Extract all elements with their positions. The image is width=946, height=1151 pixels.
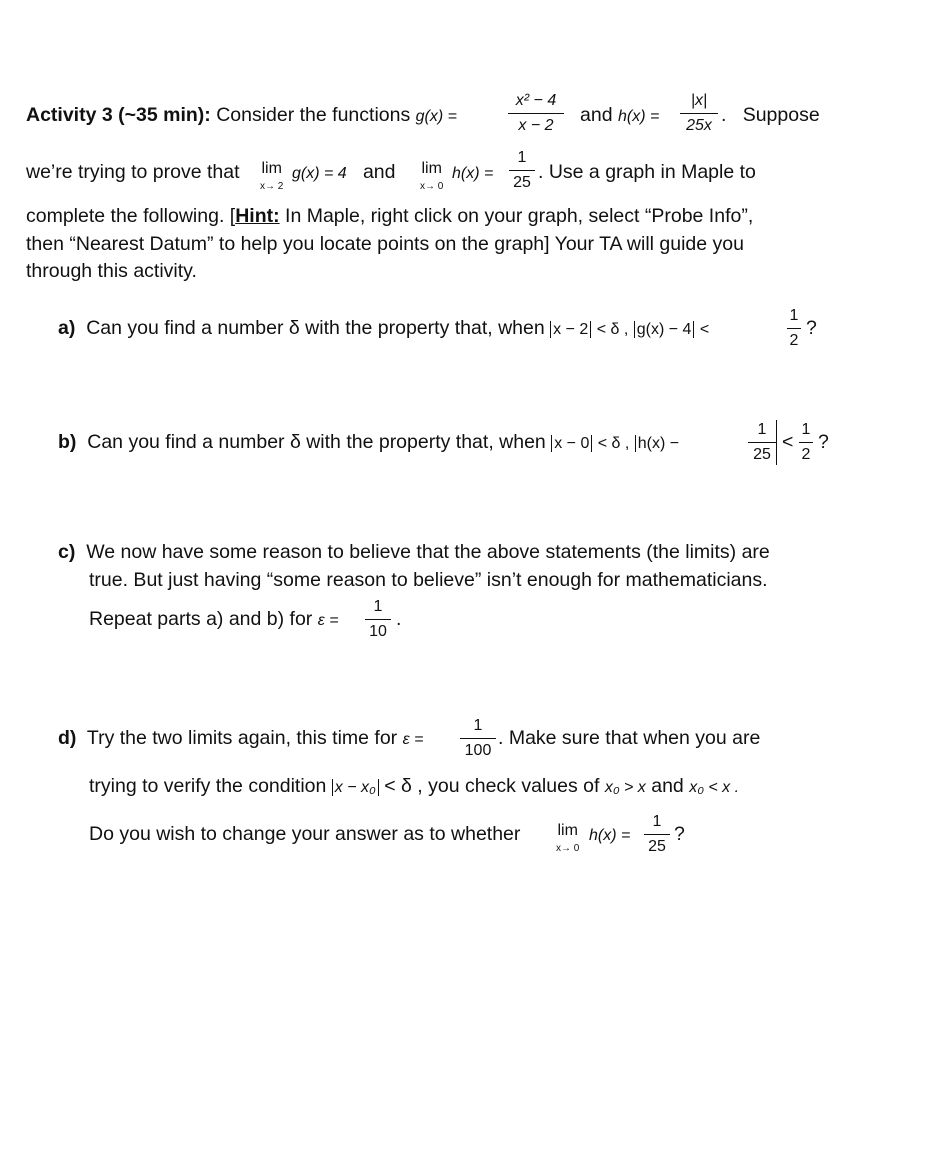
activity-line-2b [538,160,756,184]
part-d-ineq1: x₀ > x [604,779,646,796]
part-a-cond2: g(x) − 4 [634,321,695,338]
part-a-text: Can you find a number δ with the property that, when [86,317,545,339]
part-b-lt2: < [782,431,794,453]
part-b-q: ? [818,431,829,453]
part-d-line1a: Try the two limits again, this time for [86,727,398,749]
part-a-num: 1 [789,307,799,324]
part-b-cond2: h(x) − [635,435,679,452]
line2b: . Use a graph in Maple to [538,161,756,183]
g-fraction [508,91,564,136]
part-d-fraction [460,716,496,761]
part-d-line2a: trying to verify the condition [89,775,327,797]
g-def: g(x) = [415,108,457,125]
lim-g-text: lim [261,160,282,177]
activity-line-5: through this activity. [26,260,197,282]
part-c-label: c) [58,541,76,563]
lim-g-sub: x→ 2 [260,181,284,192]
lim-g-expr-line [292,160,396,186]
part-d-fraction-2 [644,812,670,857]
activity-line-3 [26,204,753,228]
activity-line-1b [580,103,659,129]
lim-h-sub: x→ 0 [420,181,444,192]
part-d-num2: 1 [652,813,662,830]
part-b-num2: 1 [801,421,811,438]
part-c-dot: . [396,608,402,630]
part-c-eps: ε = [317,612,339,629]
lim-h [420,160,443,196]
part-d-line2 [89,774,739,800]
part-d-and: and [651,775,684,797]
line3a: complete the following. [ [26,205,236,227]
part-c-fraction [365,597,391,642]
activity-line-4: then “Nearest Datum” to help you locate points on the graph] Your TA will guide you [26,233,744,255]
activity-line-1 [26,103,457,129]
part-a [58,316,709,342]
part-b-fraction-2 [799,420,813,465]
hint-label: Hint: [235,205,280,227]
g-den: x − 2 [518,117,554,134]
part-b-cond1: x − 0 [551,435,592,452]
part-b-den1: 25 [753,446,771,463]
part-d-cond: x − x₀ [332,779,379,796]
part-d-label: d) [58,727,77,749]
lim-h-num: 1 [517,149,527,166]
activity-line-2 [26,160,240,184]
and-2: and [362,161,396,183]
part-d-lim-sub: x→ 0 [556,843,580,854]
part-c-line3 [89,607,339,633]
part-b-label: b) [58,431,77,453]
part-b-den2: 2 [801,446,811,463]
part-d-line1b: . Make sure that when you are [498,727,761,749]
part-b-num1: 1 [757,421,767,438]
part-d-den: 100 [464,742,492,759]
h-den: 25x [686,117,712,134]
h-num: |x| [690,92,708,109]
suppose-text: Suppose [742,104,820,126]
lim-h-text: lim [421,160,442,177]
line2a: we’re trying to prove that [26,161,240,183]
h-fraction [680,91,718,136]
lim-g [260,160,283,196]
intro-text: Consider the functions [216,104,411,126]
line3b: In Maple, right click on your graph, select “Probe Info”, [279,205,754,227]
activity-heading: Activity 3 (~35 min): [26,104,211,126]
part-d-line3: Do you wish to change your answer as to whether [89,823,521,845]
and-1: and [580,104,613,126]
part-b-fraction-1 [748,420,777,465]
part-a-den: 2 [789,332,799,349]
part-a-cond1: x − 2 [550,321,591,338]
part-d [58,726,423,752]
part-d-lim-expr-text: h(x) = [589,827,631,844]
part-d-lim-text: lim [557,822,578,839]
part-c-line2: true. But just having “some reason to believe” isn’t enough for mathematicians. [89,569,768,591]
part-d-lim-expr [589,822,630,848]
part-a-label: a) [58,317,76,339]
part-a-lt2: < [699,321,710,338]
part-d-num: 1 [473,717,483,734]
part-d-lim [556,822,579,858]
part-c-line3-text: Repeat parts a) and b) for [89,608,313,630]
part-d-line2b: < δ , you check values of [384,775,600,797]
part-a-q: ? [806,317,817,339]
part-c [58,540,770,564]
part-b-text: Can you find a number δ with the property that, when [87,431,546,453]
part-c-line1: We now have some reason to believe that the above statements (the limits) are [86,541,770,563]
activity-line-1c: . Suppose [721,104,820,126]
part-a-fraction [787,306,801,351]
part-b [58,430,679,456]
lim-g-expr: g(x) = 4 [292,165,347,182]
h-def: h(x) = [617,108,660,125]
part-d-ineq2: x₀ < x . [689,779,740,796]
part-d-q: ? [674,823,685,845]
part-d-den2: 25 [648,838,666,855]
part-a-lt: < δ , [596,321,629,338]
part-c-den: 10 [369,623,387,640]
part-b-lt: < δ , [597,435,630,452]
lim-h-den: 25 [513,174,531,191]
lim-h-expr-line [452,160,493,186]
part-c-num: 1 [373,598,383,615]
lim-h-expr: h(x) = [452,165,494,182]
lim-h-fraction [509,148,535,193]
g-num: x² − 4 [515,92,557,109]
part-d-eps: ε = [402,731,424,748]
